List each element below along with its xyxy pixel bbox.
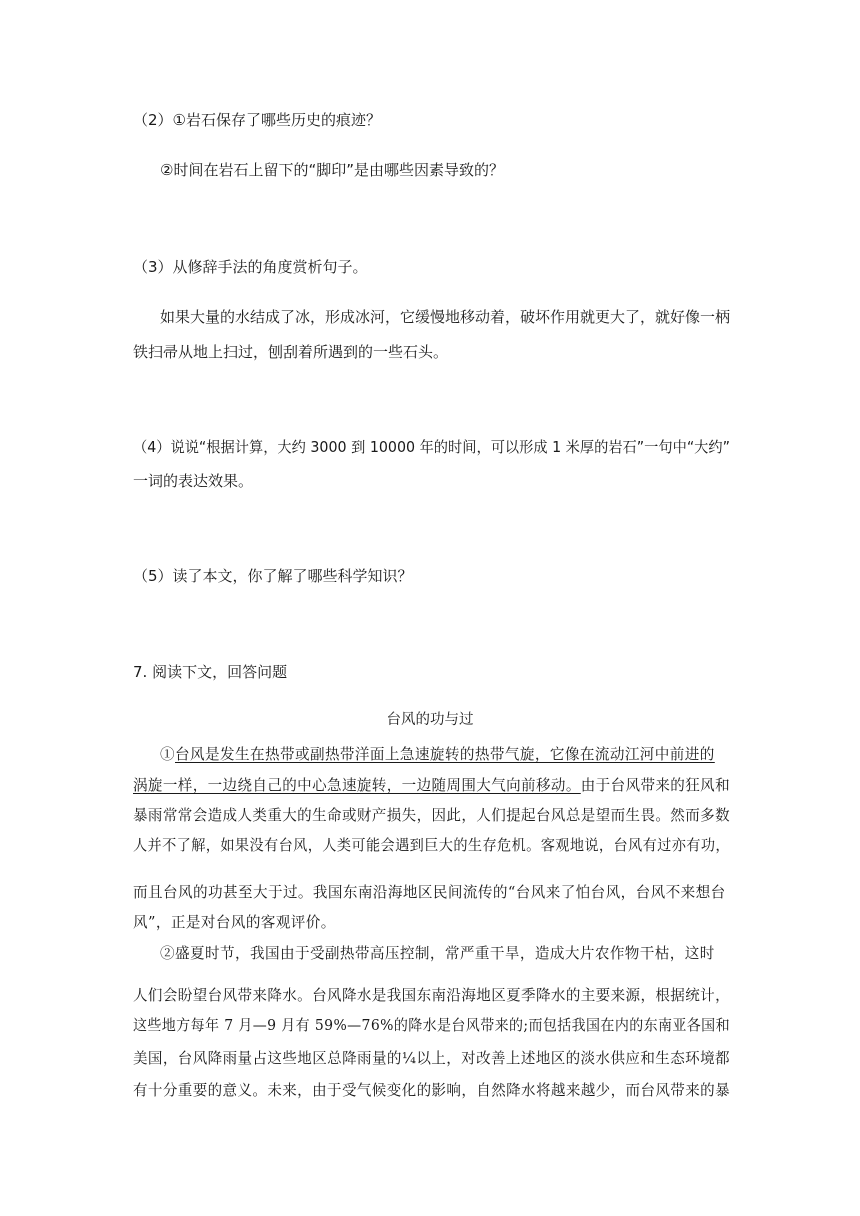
- question-2-sub1: ①岩石保存了哪些历史的痕迹？: [172, 111, 381, 129]
- question-2-sub2: ②时间在岩石上留下的“脚印”是由哪些因素导致的？: [160, 161, 504, 179]
- p1-underlined-2: 涡旋一样，一边绕自己的中心急速旋转，一边随周围大气向前移动。: [133, 777, 581, 794]
- question-5-label: （5）读了本文，你了解了哪些科学知识？: [133, 567, 413, 585]
- question-7-heading: 7. 阅读下文，回答问题: [133, 663, 288, 681]
- p1-underlined-1: 台风是发生在热带或副热带洋面上急速旋转的热带气旋，它像在流动江河中前进的: [175, 746, 715, 763]
- question-4-line2: 一词的表达效果。: [133, 472, 254, 490]
- passage-p1-line2: [133, 776, 730, 796]
- question-2-label: （2）: [133, 111, 173, 129]
- passage-p1-line6: 风”，正是对台风的客观评价。: [133, 914, 336, 931]
- question-4-line1: （4）说说“根据计算，大约 3000 到 10000 年的时间，可以形成 1 米厚的岩石”一句中“大约”: [133, 438, 731, 456]
- question-3-quote-line1: 如果大量的水结成了冰，形成冰河，它缓慢地移动着，破坏作用就更大了，就好像一柄: [160, 308, 731, 326]
- passage-title: 台风的功与过: [386, 712, 474, 728]
- passage-p1-line3: 暴雨常常会造成人类重大的生命或财产损失，因此，人们提起台风总是望而生畏。然而多数: [133, 807, 731, 824]
- question-2: [133, 110, 381, 130]
- passage-p2-line4: 美国，台风降雨量占这些地区总降雨量的¼以上，对改善上述地区的淡水供应和生态环境都: [133, 1050, 730, 1067]
- passage-p2-line5: 有十分重要的意义。未来，由于受气候变化的影响，自然降水将越来越少，而台风带来的暴: [133, 1082, 731, 1099]
- passage-p2-line1: ②盛夏时节，我国由于受副热带高压控制，常严重干旱，造成大片农作物干枯，这时: [160, 945, 715, 962]
- passage-p2-line2: 人们会盼望台风带来降水。台风降水是我国东南沿海地区夏季降水的主要来源，根据统计，: [133, 987, 731, 1004]
- passage-p2-line3: 这些地方每年 7 月—9 月有 59%—76%的降水是台风带来的;而包括我国在内的东南亚各国和: [133, 1017, 730, 1034]
- passage-p1-line5: 而且台风的功甚至大于过。我国东南沿海地区民间流传的“台风来了怕台风，台风不来想台: [133, 884, 726, 901]
- question-3-quote-line2: 铁扫帚从地上扫过，刨刮着所遇到的一些石头。: [133, 343, 449, 361]
- p1-number: ①: [160, 746, 175, 763]
- passage-p1-line4: 人并不了解，如果没有台风，人类可能会遇到巨大的生存危机。客观地说，台风有过亦有功，: [133, 837, 730, 854]
- p1-line2-rest: 由于台风带来的狂风和: [580, 777, 731, 794]
- passage-p1-line1: [160, 745, 715, 765]
- question-3-label: （3）从修辞手法的角度赏析句子。: [133, 258, 368, 276]
